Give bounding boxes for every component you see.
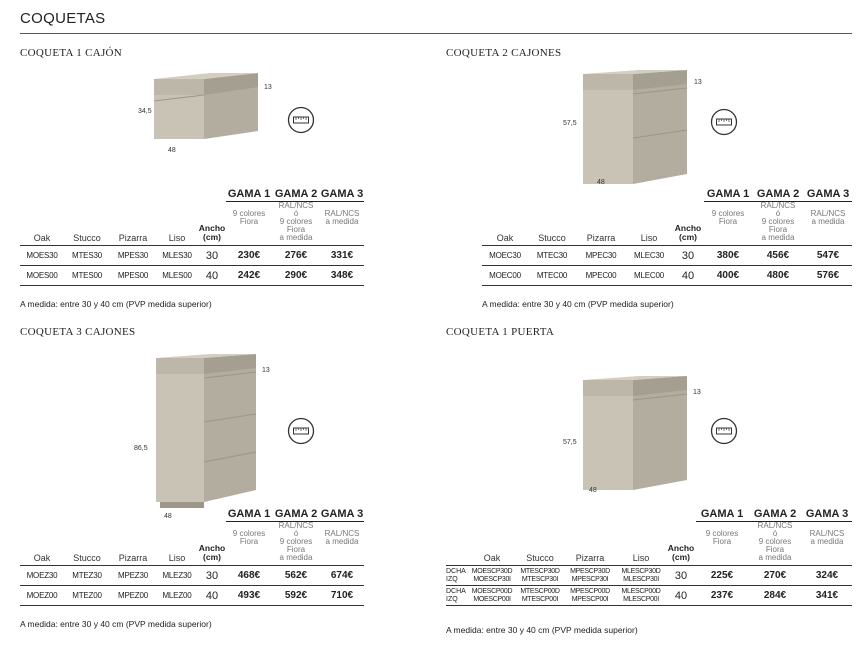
col-ancho: Ancho (cm) — [674, 223, 702, 242]
dim-depth: 13 — [262, 367, 270, 374]
table-row: MOEC30 MTEC30 MPEC30 MLEC30 30 380€ 456€ 547€ — [482, 246, 852, 266]
col-stucco: Stucco — [538, 233, 566, 243]
col-pizarra: Pizarra — [118, 553, 148, 563]
price-table-1-cajon — [20, 188, 364, 286]
gama3-subheader: RAL/NCS a medida — [324, 209, 360, 226]
col-stucco: Stucco — [526, 553, 554, 563]
measure-tape-icon — [710, 108, 738, 136]
price-table-1-puerta — [446, 508, 852, 606]
col-stucco: Stucco — [73, 233, 101, 243]
section-title-coqueta-3-cajones: COQUETA 3 CAJONES — [20, 326, 136, 338]
gama1-subheader: 9 colores Fiora — [232, 529, 266, 546]
note-a-medida: A medida: entre 30 y 40 cm (PVP medida superior) — [20, 619, 212, 629]
gama3-header: GAMA 3 — [320, 508, 364, 520]
section-title-coqueta-1-cajon: COQUETA 1 CAJÓN — [20, 47, 123, 59]
dim-height: 57,5 — [563, 120, 577, 127]
dim-depth: 13 — [264, 84, 272, 91]
gama1-header: GAMA 1 — [696, 508, 748, 522]
col-oak: Oak — [33, 553, 51, 563]
price-table-2-cajones — [482, 188, 852, 286]
dim-width: 48 — [589, 487, 597, 494]
table-row: DCHA IZQ MOESCP30D MOESCP30I MTESCP30D MTESCP30I MPESCP30D MPESCP30I MLESCP30D MLESCP30I 30 225€ 270€ 324€ — [446, 566, 852, 586]
gama1-subheader: 9 colores Fiora — [705, 529, 739, 546]
title-rule — [20, 33, 852, 34]
table-row: MOEZ00 MTEZ00 MPEZ00 MLEZ00 40 493€ 592€ 710€ — [20, 586, 364, 606]
gama3-subheader: RAL/NCS a medida — [810, 209, 846, 226]
price-table-3-cajones — [20, 508, 364, 606]
col-oak: Oak — [483, 553, 501, 563]
table-row: DCHA IZQ MOESCP00D MOESCP00I MTESCP00D MTESCP00I MPESCP00D MPESCP00I MLESCP00D MLESCP00I 40 237€ 284€ 341€ — [446, 586, 852, 606]
col-liso: Liso — [640, 233, 658, 243]
col-ancho: Ancho (cm) — [198, 543, 226, 562]
gama1-subheader: 9 colores Fiora — [711, 209, 745, 226]
dim-depth: 13 — [693, 389, 701, 396]
col-ancho: Ancho (cm) — [198, 223, 226, 242]
measure-tape-icon — [287, 106, 315, 134]
table-row: MOES00 MTES00 MPES00 MLES00 40 242€ 290€ 348€ — [20, 266, 364, 286]
gama3-header: GAMA 3 — [802, 508, 852, 522]
section-title-coqueta-2-cajones: COQUETA 2 CAJONES — [446, 47, 562, 59]
dim-width: 48 — [164, 513, 172, 520]
page-title: COQUETAS — [20, 10, 106, 27]
col-stucco: Stucco — [73, 553, 101, 563]
col-liso: Liso — [168, 233, 186, 243]
col-oak: Oak — [496, 233, 514, 243]
note-a-medida: A medida: entre 30 y 40 cm (PVP medida superior) — [482, 299, 674, 309]
col-pizarra: Pizarra — [575, 553, 605, 563]
gama2-header: GAMA 2 — [272, 508, 320, 522]
col-ancho: Ancho (cm) — [667, 543, 695, 562]
col-pizarra: Pizarra — [586, 233, 616, 243]
gama2-subheader: RAL/NCS ó 9 colores Fiora a medida — [757, 521, 793, 562]
gama2-header: GAMA 2 — [272, 188, 320, 202]
gama2-subheader: RAL/NCS ó 9 colores Fiora a medida — [278, 201, 314, 242]
gama2-header: GAMA 2 — [752, 188, 804, 202]
gama2-header: GAMA 2 — [748, 508, 802, 522]
gama3-header: GAMA 3 — [320, 188, 364, 200]
dim-width: 48 — [168, 147, 176, 154]
gama3-header: GAMA 3 — [804, 188, 852, 202]
gama1-subheader: 9 colores Fiora — [232, 209, 266, 226]
table-row: MOEZ30 MTEZ30 MPEZ30 MLEZ30 30 468€ 562€ 674€ — [20, 566, 364, 586]
gama3-subheader: RAL/NCS a medida — [809, 529, 845, 546]
dim-height: 34,5 — [138, 108, 152, 115]
measure-tape-icon — [710, 417, 738, 445]
note-a-medida: A medida: entre 30 y 40 cm (PVP medida superior) — [446, 625, 638, 635]
gama1-header: GAMA 1 — [704, 188, 752, 202]
dim-width: 48 — [597, 179, 605, 186]
col-pizarra: Pizarra — [118, 233, 148, 243]
table-row: MOES30 MTES30 MPES30 MLES30 30 230€ 276€ 331€ — [20, 246, 364, 266]
col-liso: Liso — [168, 553, 186, 563]
note-a-medida: A medida: entre 30 y 40 cm (PVP medida superior) — [20, 299, 212, 309]
dim-height: 86,5 — [134, 445, 148, 452]
measure-tape-icon — [287, 417, 315, 445]
gama1-header: GAMA 1 — [227, 188, 271, 200]
dim-height: 57,5 — [563, 439, 577, 446]
gama3-subheader: RAL/NCS a medida — [324, 529, 360, 546]
gama2-subheader: RAL/NCS ó 9 colores Fiora a medida — [278, 521, 314, 562]
gama2-subheader: RAL/NCS ó 9 colores Fiora a medida — [760, 201, 796, 242]
table-row: MOEC00 MTEC00 MPEC00 MLEC00 40 400€ 480€ 576€ — [482, 266, 852, 286]
col-liso: Liso — [632, 553, 650, 563]
dim-depth: 13 — [694, 79, 702, 86]
col-oak: Oak — [33, 233, 51, 243]
gama1-header: GAMA 1 — [227, 508, 271, 520]
section-title-coqueta-1-puerta: COQUETA 1 PUERTA — [446, 326, 555, 338]
